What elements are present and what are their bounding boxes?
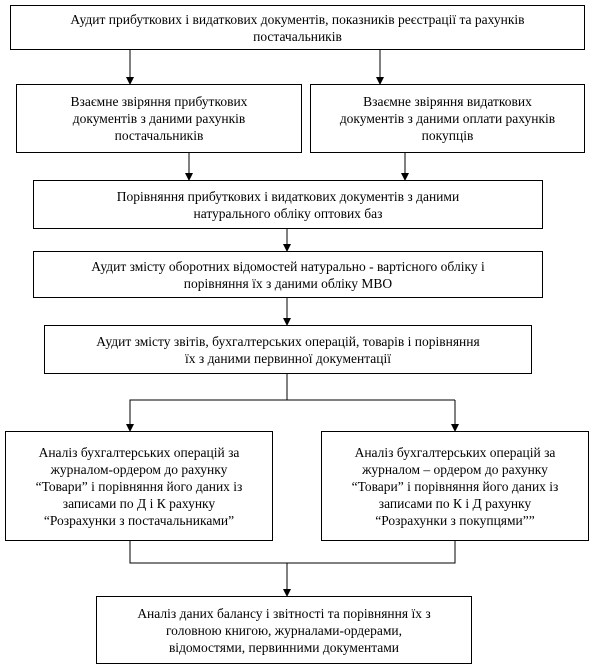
box-compare-natural-text: Порівняння прибуткових і видаткових документів з даними натурального обліку оптових баз: [116, 188, 460, 221]
box-audit-reports: [44, 325, 532, 374]
box-reconcile-incoming-text: Взаємне звіряння прибуткових документів з даними рахунків постачальників: [70, 94, 248, 143]
box-analysis-customers: [321, 431, 589, 541]
box-audit-turnover: [33, 251, 543, 298]
box-reconcile-outgoing: [310, 84, 585, 153]
box-audit-reports-text: Аудит змісту звітів, бухгалтерських операцій, товарів і порівняння їх з даними первинної документації: [96, 333, 480, 366]
box-audit-documents-text: Аудит прибуткових і видаткових документів, показників реєстрації та рахунків постачальників: [70, 11, 525, 44]
box-final-analysis-text: Аналіз даних балансу і звітності та порівняння їх з головною книгою, журналами-ордерами, відомостями, первинними документами: [137, 605, 431, 655]
box-compare-natural: [33, 180, 543, 229]
box-final-analysis: [96, 596, 472, 664]
box-reconcile-outgoing-text: Взаємне звіряння видаткових документів з даними оплати рахунків покупців: [339, 94, 556, 143]
merge-line-left: [130, 541, 455, 563]
box-analysis-customers-text: Аналіз бухгалтерських операцій за журналом – ордером до рахунку “Товари” і порівняння його даних із записами по К і Д рахунку “Розрахунки з покупцями””: [351, 444, 559, 528]
box-analysis-suppliers-text: Аналіз бухгалтерських операцій за журналом-ордером до рахунку “Товари” і порівняння його даних із записами по Д і К рахунку “Розрахунки з постачальниками”: [35, 444, 243, 528]
box-reconcile-incoming: [16, 84, 302, 153]
box-audit-documents: [10, 5, 585, 50]
split-line: [130, 374, 287, 431]
box-audit-turnover-text: Аудит змісту оборотних відомостей натурально - вартісного обліку і порівняння їх з даними обліку МВО: [91, 258, 485, 291]
box-analysis-suppliers: [5, 431, 273, 541]
